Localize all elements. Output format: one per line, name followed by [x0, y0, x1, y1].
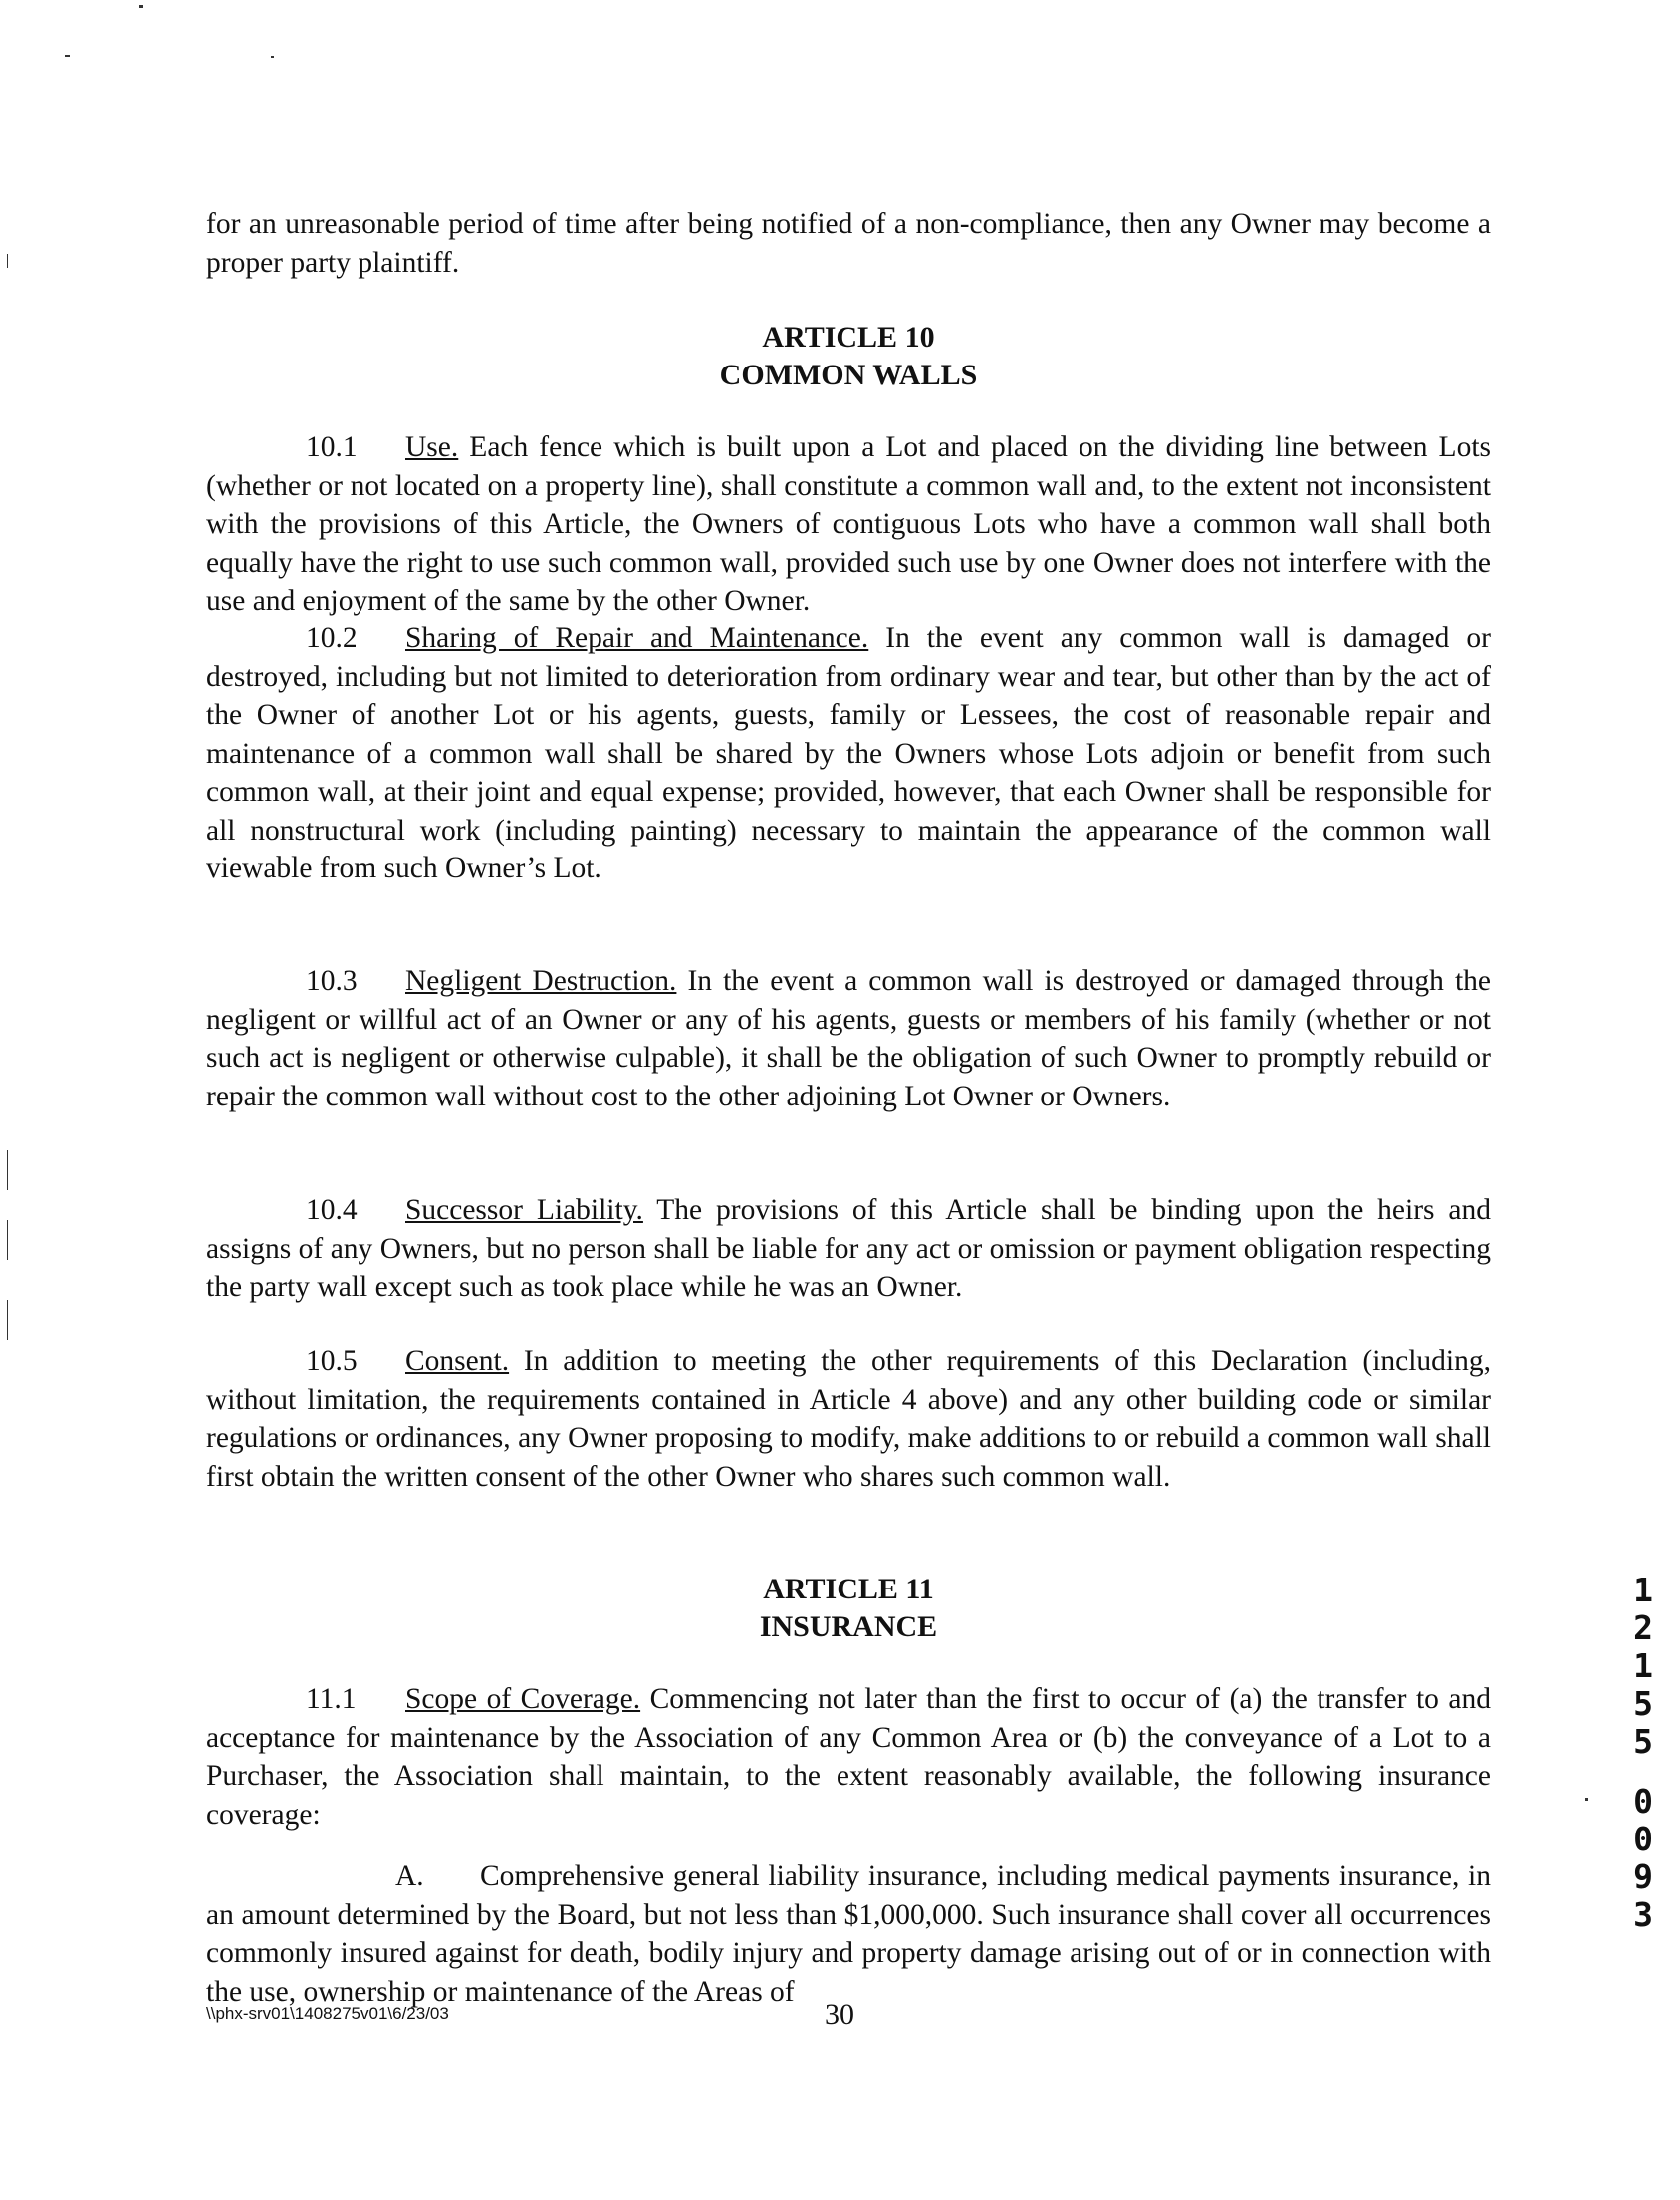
- section-title: Sharing of Repair and Maintenance.: [405, 622, 869, 654]
- stamp-gap: [1623, 1761, 1663, 1783]
- article-11-title: INSURANCE: [759, 1610, 938, 1643]
- stamp-digit: 0: [1633, 1782, 1653, 1821]
- stamp-digit: 0: [1633, 1820, 1653, 1858]
- margin-line: [7, 1300, 8, 1340]
- section-number: 10.5: [306, 1345, 358, 1377]
- section-text: In the event a common wall is destroyed or damaged through the negligent or willful act of an Owner or any of his agents, guests or members of his family (whether or not such act is negligent or otherwise culpable), it shall be the obligation of such Owner to promptly rebuild or repair the common wall without cost to the other adjoining Lot Owner or Owners.: [206, 965, 1491, 1112]
- page-number: 30: [825, 1998, 854, 2031]
- article-11-label: ARTICLE 11: [763, 1573, 934, 1605]
- section-number: 10.4: [306, 1194, 358, 1226]
- section-10-5: [206, 1343, 1491, 1496]
- section-10-4: [206, 1191, 1491, 1307]
- margin-line: [7, 1150, 8, 1190]
- section-10-1: [206, 428, 1491, 620]
- scan-mark: [7, 254, 8, 268]
- section-text: In the event any common wall is damaged or destroyed, including but not limited to deterioration from ordinary wear and tear, but other than by the act of the Owner of another Lot or his agents, guests, family or Lessees, the cost of reasonable repair and maintenance of a common wall shall be shared by the Owners whose Lots adjoin or benefit from such common wall, at their joint and equal expense; provided, however, that each Owner shall be responsible for all nonstructural work (including painting) necessary to maintain the appearance of the common wall viewable from such Owner’s Lot.: [206, 622, 1491, 884]
- footer-path: \\phx-srv01\1408275v01\6/23/03: [206, 2004, 449, 2023]
- scan-mark: [65, 55, 70, 57]
- scan-mark: [139, 5, 143, 8]
- margin-line: [7, 1220, 8, 1260]
- section-text: In addition to meeting the other requirements of this Declaration (including, without limitation, the requirements contained in Article 4 above) and any other building code or similar regulations or ordinances, any Owner proposing to modify, make additions to or rebuild a common wall shall first obtain the written consent of the other Owner who shares such common wall.: [206, 1345, 1491, 1493]
- section-number: 10.2: [306, 622, 358, 654]
- scan-mark: [1585, 1798, 1588, 1801]
- section-text: Commencing not later than the first to occur of (a) the transfer to and acceptance for maintenance by the Association of any Common Area or (b) the conveyance of a Lot to a Purchaser, the Association shall maintain, to the extent reasonably available, the following insurance coverage:: [206, 1683, 1491, 1831]
- article-10-label: ARTICLE 10: [762, 321, 935, 354]
- recording-number-stamp: [1623, 1572, 1663, 1934]
- scan-mark: [271, 56, 274, 58]
- section-title: Successor Liability.: [405, 1194, 643, 1226]
- subsection-text: Comprehensive general liability insurance, including medical payments insurance, in an amount determined by the Board, but not less than $1,000,000. Such insurance shall cover all occurrences commonly insured against for death, bodily injury and property damage arising out of or in connection with the use, ownership or maintenance of the Areas of: [206, 1860, 1491, 2008]
- section-title: Negligent Destruction.: [405, 965, 677, 997]
- stamp-digit: 5: [1633, 1684, 1653, 1723]
- section-10-3: [206, 962, 1491, 1115]
- intro-paragraph: [206, 205, 1491, 282]
- section-number: 10.1: [306, 431, 358, 463]
- section-title: Scope of Coverage.: [405, 1683, 641, 1715]
- stamp-digit: 5: [1633, 1722, 1653, 1761]
- stamp-digit: 2: [1633, 1608, 1653, 1647]
- stamp-digit: 1: [1633, 1571, 1653, 1609]
- subsection-a: [206, 1857, 1491, 2011]
- section-number: 10.3: [306, 965, 358, 997]
- intro-text: for an unreasonable period of time after being notified of a non-compliance, then any Owner may become a proper party plaintiff.: [206, 208, 1491, 279]
- section-number: 11.1: [306, 1683, 357, 1715]
- section-title: Consent.: [405, 1345, 510, 1377]
- section-title: Use.: [405, 431, 459, 463]
- stamp-digit: 9: [1633, 1857, 1653, 1896]
- section-10-2: [206, 619, 1491, 888]
- section-11-1: [206, 1680, 1491, 1833]
- article-10-title: COMMON WALLS: [719, 359, 978, 391]
- stamp-digit: 1: [1633, 1646, 1653, 1685]
- stamp-digit: 3: [1633, 1895, 1653, 1934]
- subsection-letter: A.: [395, 1860, 424, 1892]
- section-text: The provisions of this Article shall be binding upon the heirs and assigns of any Owners, but no person shall be liable for any act or omission or payment obligation respecting the party wall except such as took place while he was an Owner.: [206, 1194, 1492, 1303]
- section-text: Each fence which is built upon a Lot and placed on the dividing line between Lots (whether or not located on a property line), shall constitute a common wall and, to the extent not inconsistent with the provisions of this Article, the Owners of contiguous Lots who have a common wall shall both equally have the right to use such common wall, provided such use by one Owner does not interfere with the use and enjoyment of the same by the other Owner.: [206, 431, 1491, 616]
